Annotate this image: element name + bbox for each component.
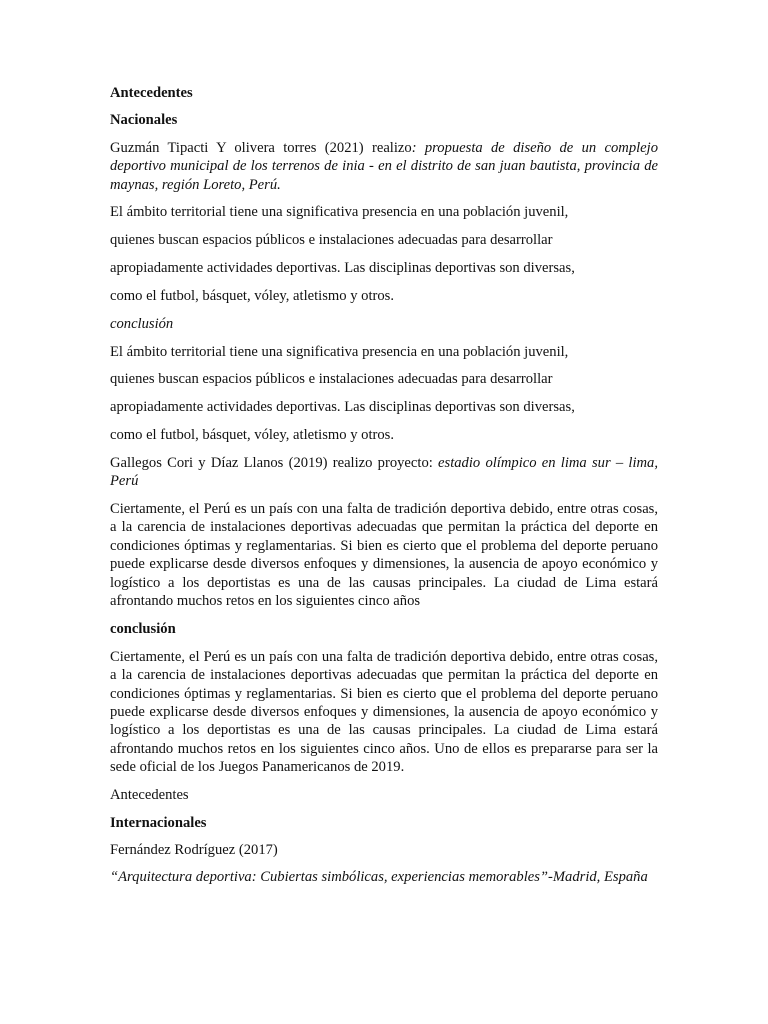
heading-antecedentes-2: Antecedentes <box>110 787 189 804</box>
paragraph-ambito <box>110 203 658 305</box>
paragraph-line: quienes buscan espacios públicos e instalaciones adecuadas para desarrollar <box>110 231 553 248</box>
paragraph-line: apropiadamente actividades deportivas. Las disciplinas deportivas son diversas, <box>110 259 575 276</box>
paragraph-line: quienes buscan espacios públicos e instalaciones adecuadas para desarrollar <box>110 371 553 388</box>
paragraph-line: El ámbito territorial tiene una significativa presencia en una población juvenil, <box>110 204 569 221</box>
reference-gallegos-authors: Gallegos Cori y Díaz Llanos (2019) realizo proyecto: <box>110 454 439 471</box>
paragraph-ciertamente: Ciertamente, el Perú es un país con una falta de tradición deportiva debido, entre otras cosas, a la carencia de instalaciones deportivas adecuadas que permitan la práctica del deporte en condiciones óptimas y reglamentarias. Si bien es cierto que el problema del deporte peruano puede explicarse desde diversos enfoques y dimensiones, la ausencia de apoyo económico y logístico a los deportistas es una de las causas principales. La ciudad de Lima estará afrontando muchos retos en los siguientes cinco años <box>110 501 658 610</box>
paragraph-line: El ámbito territorial tiene una significativa presencia en una población juvenil, <box>110 343 569 360</box>
document-page <box>110 84 658 887</box>
conclusion-label: conclusión <box>110 315 174 332</box>
reference-fernandez-authors: Fernández Rodríguez (2017) <box>110 842 278 858</box>
reference-guzman-authors: Guzmán Tipacti Y olivera torres (2021) realizo <box>110 139 412 156</box>
conclusion-label-bold: conclusión <box>110 620 176 637</box>
reference-fernandez-title: “Arquitectura deportiva: Cubiertas simbólicas, experiencias memorables”-Madrid, España <box>110 869 648 886</box>
reference-guzman <box>110 139 658 194</box>
reference-guzman-title: : propuesta de diseño de un complejo deportivo municipal de los terrenos de inia - en el distrito de san juan bautista, provincia de maynas, región Loreto, Perú. <box>110 139 658 193</box>
heading-internacionales: Internacionales <box>110 814 207 831</box>
paragraph-ambito-conclusion <box>110 343 658 445</box>
reference-gallegos-title: estadio olímpico en lima sur – lima, Perú <box>110 454 658 490</box>
paragraph-line: como el futbol, básquet, vóley, atletismo y otros. <box>110 427 394 444</box>
heading-nacionales: Nacionales <box>110 112 178 129</box>
paragraph-line: apropiadamente actividades deportivas. Las disciplinas deportivas son diversas, <box>110 399 575 416</box>
paragraph-line: como el futbol, básquet, vóley, atletismo y otros. <box>110 287 394 304</box>
reference-gallegos <box>110 454 658 491</box>
heading-antecedentes: Antecedentes <box>110 85 193 101</box>
paragraph-ciertamente-conclusion: Ciertamente, el Perú es un país con una falta de tradición deportiva debido, entre otras cosas, a la carencia de instalaciones deportivas adecuadas que permitan la práctica del deporte en condiciones óptimas y reglamentarias. Si bien es cierto que el problema del deporte peruano puede explicarse desde diversos enfoques y dimensiones, la ausencia de apoyo económico y logístico a los deportistas es una de las causas principales. La ciudad de Lima estará afrontando muchos retos en los siguientes cinco años. Uno de ellos es prepararse para ser la sede oficial de los Juegos Panamericanos de 2019. <box>110 648 658 776</box>
